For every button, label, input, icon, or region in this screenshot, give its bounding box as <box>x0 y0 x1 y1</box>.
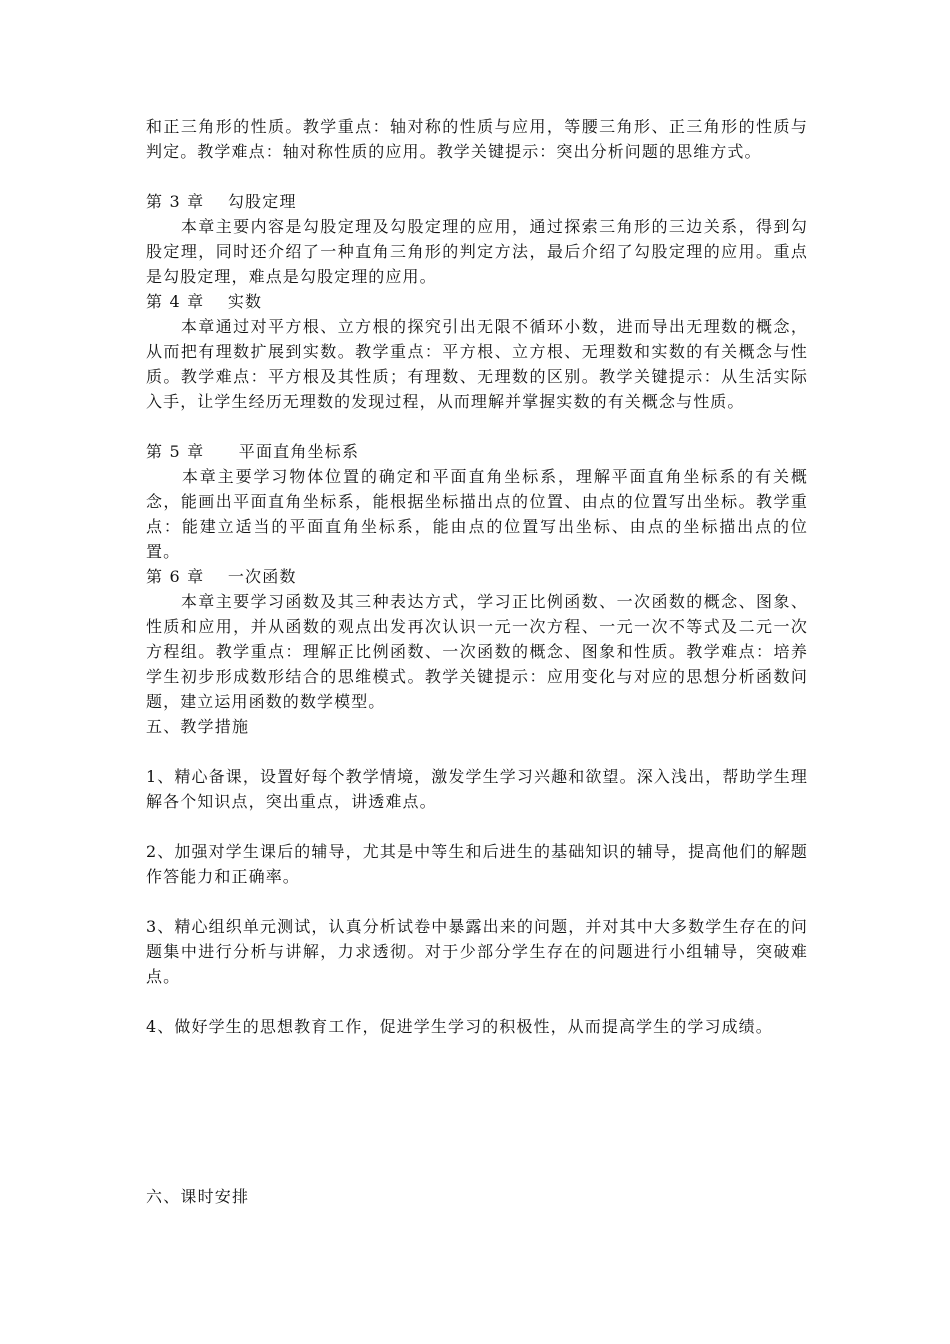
chapter-4-body: 本章通过对平方根、立方根的探究引出无限不循环小数，进而导出无理数的概念，从而把有理数扩展到实数。教学重点：平方根、立方根、无理数和实数的有关概念与性质。教学难点：平方根及其性质；有理数、无理数的区别。教学关键提示：从生活实际入手，让学生经历无理数的发现过程，从而理解并掌握实数的有关概念与性质。 <box>146 317 808 411</box>
measure-item-1: 1、精心备课，设置好每个教学情境，激发学生学习兴趣和欲望。深入浅出，帮助学生理解各个知识点，突出重点，讲透难点。 <box>146 767 808 811</box>
measure-item-2: 2、加强对学生课后的辅导，尤其是中等生和后进生的基础知识的辅导，提高他们的解题作答能力和正确率。 <box>146 842 808 886</box>
chapter-4-heading: 第 4 章 实数 <box>146 292 263 311</box>
chapter-3-body: 本章主要内容是勾股定理及勾股定理的应用，通过探索三角形的三边关系，得到勾股定理，同时还介绍了一种直角三角形的判定方法，最后介绍了勾股定理的应用。重点是勾股定理，难点是勾股定理的应用。 <box>146 217 808 286</box>
chapter-6-heading: 第 6 章 一次函数 <box>146 567 297 586</box>
measure-item-3: 3、精心组织单元测试，认真分析试卷中暴露出来的问题，并对其中大多数学生存在的问题集中进行分析与讲解，力求透彻。对于少部分学生存在的问题进行小组辅导，突破难点。 <box>146 917 808 986</box>
measure-item-4: 4、做好学生的思想教育工作，促进学生学习的积极性，从而提高学生的学习成绩。 <box>146 1017 773 1036</box>
chapter-5-body: 本章主要学习物体位置的确定和平面直角坐标系，理解平面直角坐标系的有关概念，能画出平面直角坐标系，能根据坐标描出点的位置、由点的位置写出坐标。教学重点：能建立适当的平面直角坐标系，能由点的位置写出坐标、由点的坐标描出点的位置。 <box>146 467 808 561</box>
chapter-6-body: 本章主要学习函数及其三种表达方式，学习正比例函数、一次函数的概念、图象、性质和应用，并从函数的观点出发再次认识一元一次方程、一元一次不等式及二元一次方程组。教学重点：理解正比例函数、一次函数的概念、图象和性质。教学难点：培养学生初步形成数形结合的思维模式。教学关键提示：应用变化与对应的思想分析函数问题，建立运用函数的数学模型。 <box>146 592 808 711</box>
section-5-title: 五、教学措施 <box>146 717 250 736</box>
chapter-3-heading: 第 3 章 勾股定理 <box>146 192 297 211</box>
chapter-5-heading: 第 5 章 平面直角坐标系 <box>146 442 360 461</box>
intro-paragraph: 和正三角形的性质。教学重点：轴对称的性质与应用，等腰三角形、正三角形的性质与判定。教学难点：轴对称性质的应用。教学关键提示：突出分析问题的思维方式。 <box>146 117 808 161</box>
section-6-title: 六、课时安排 <box>146 1187 250 1206</box>
